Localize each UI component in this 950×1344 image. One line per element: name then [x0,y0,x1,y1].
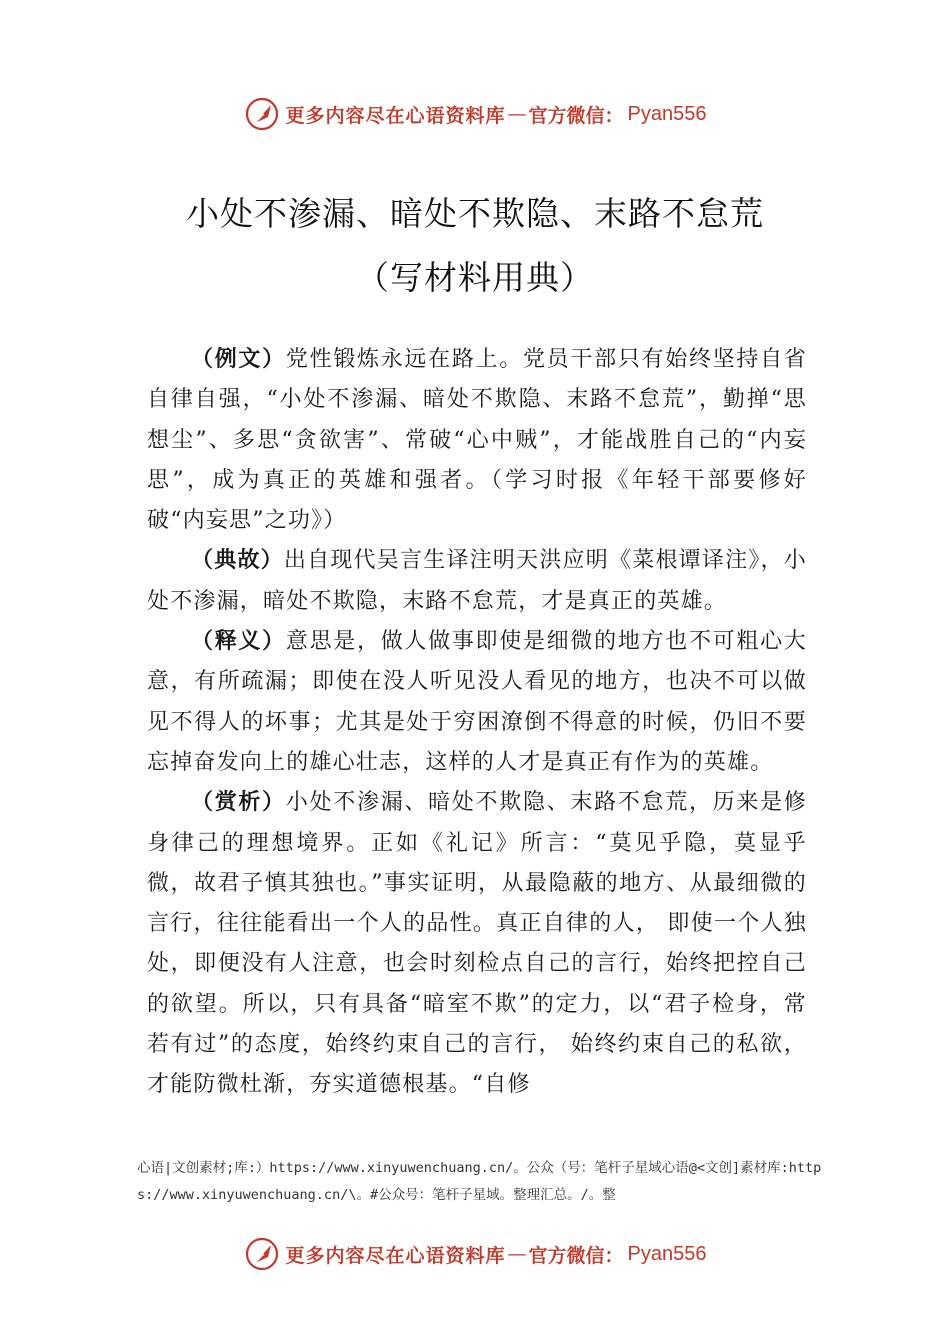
article-body [147,340,807,1106]
paragraph-text: 小处不渗漏、暗处不欺隐、末路不怠荒，历来是修身律己的理想境界。正如《礼记》所言：“莫见乎隐，莫显乎微，故君子慎其独也。”事实证明，从最隐蔽的地方、从最细微的言行，往往能看出一个人的品性。真正自律的人， 即使一个人独处，即便没有人注意，也会时刻检点自己的言行，始终把控自己的欲望。所以，只有具备“暗室不欺”的定力，以“君子检身，常若有过”的态度，始终约束自己的言行， 始终约束自己的私欲，才能防微杜渐，夯实道德根基。“自修 [147,790,807,1098]
banner-text: 更多内容尽在心语资料库 [285,1244,506,1267]
paragraph-tag: （释义） [191,629,286,655]
paragraph-explanation [147,622,807,783]
banner-separator: — [507,1243,527,1265]
header-banner [0,92,950,136]
page-title: 小处不渗漏、暗处不欺隐、末路不怠荒 [186,194,764,233]
paragraph-example [147,340,807,541]
paragraph-appreciation [147,783,807,1105]
feather-quill-logo-icon [244,96,280,132]
paragraph-tag: （例文） [191,347,286,372]
banner-wechat-id: Pyan556 [627,1242,707,1265]
banner-separator: — [507,103,527,125]
banner-label: 官方微信： [528,1244,624,1267]
paragraph-text: 党性锻炼永远在路上。党员干部只有始终坚持自省自律自强，“小处不渗漏、暗处不欺隐、末路不怠荒”，勤掸“思想尘”、多思“贪欲害”、常破“心中贼”，才能战胜自己的“内妄思”，成为真正的英雄和强者。（学习时报《年轻干部要修好破“内妄思”之功》） [147,347,807,534]
footer-banner [0,1232,950,1276]
banner-label: 官方微信： [528,104,624,127]
paragraph-text: 意思是，做人做事即使是细微的地方也不可粗心大意，有所疏漏；即使在没人听见没人看见的地方，也决不可以做见不得人的坏事；尤其是处于穷困潦倒不得意的时候，仍旧不要忘掉奋发向上的雄心壮志，这样的人才是真正有作为的英雄。 [147,629,807,775]
paragraph-tag: （典故） [191,548,284,574]
page-subtitle: （写材料用典） [356,258,594,297]
feather-quill-logo-icon [244,1236,280,1272]
banner-text: 更多内容尽在心语资料库 [285,104,506,127]
paragraph-text: 出自现代吴言生译注明天洪应明《菜根谭译注》，小处不渗漏，暗处不欺隐，末路不怠荒，才是真正的英雄。 [147,548,807,614]
banner-wechat-id: Pyan556 [627,102,707,125]
paragraph-allusion [147,541,807,622]
paragraph-tag: （赏析） [191,790,286,816]
watermark-text: 心语|文创素材;库:）https://www.xinyuwenchuang.cn/。公众（号：笔杆子星域心语@<文创]素材库:https://www.xinyuwenchuang.cn/\。#公众号：笔杆子星域。整理汇总。/。整 [137,1160,822,1203]
